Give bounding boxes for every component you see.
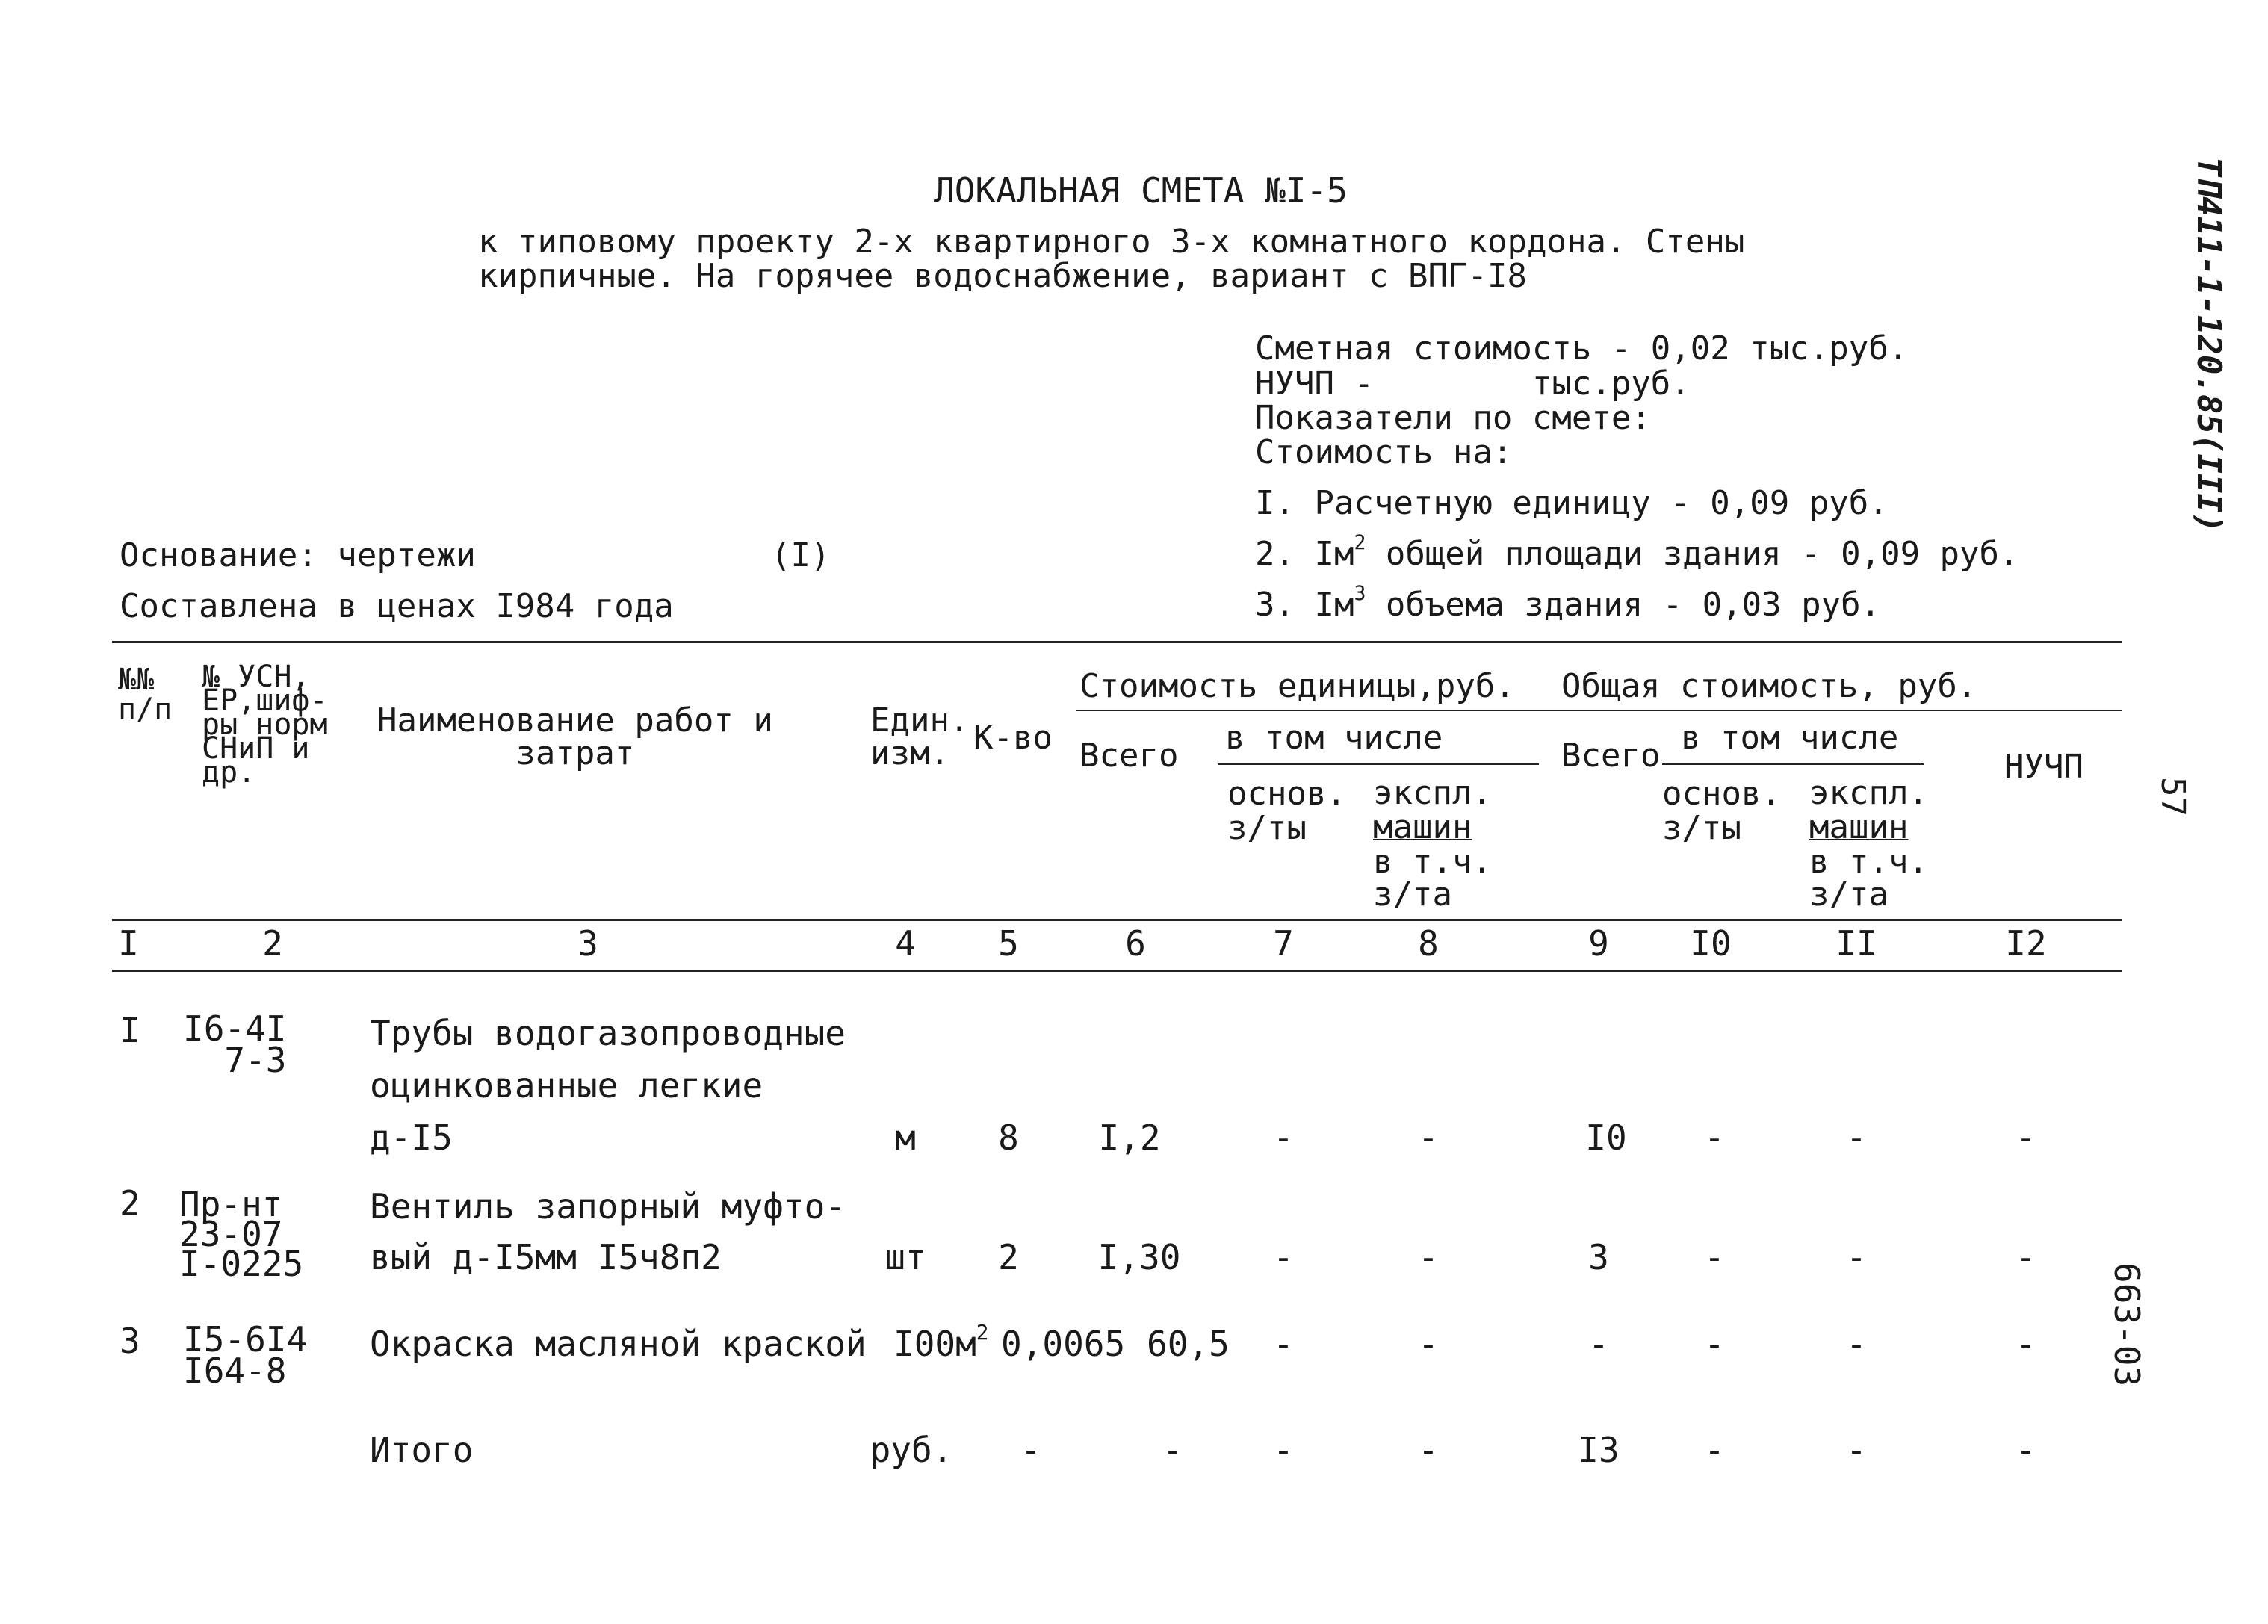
header-total-wages: основ. з/ты [1662, 775, 1781, 847]
row-unit-all: I,2 [1098, 1118, 1161, 1158]
basis-number: (I) [771, 536, 831, 574]
header-unit-all: Всего [1079, 737, 1179, 775]
row-code: I5-6I4 I64-8 [183, 1319, 308, 1391]
col-number: 8 [1418, 923, 1439, 964]
header-code: № УСН, ЕР,шиф- ры норм СНиП и др. [202, 660, 328, 790]
row-total: 3 [1588, 1237, 1609, 1277]
col-number: I [118, 923, 139, 964]
row-total-wages: - [1704, 1324, 1725, 1364]
document-title: ЛОКАЛЬНАЯ СМЕТА №I-5 [934, 170, 1348, 211]
header-unit-mach3: в т.ч. з/та [1373, 843, 1492, 914]
row-total-mach: - [1846, 1118, 1867, 1158]
row-unit-wages: - [1273, 1118, 1294, 1158]
row-qty: - [1020, 1430, 1041, 1470]
indicator-volume-sup: 3 [1354, 581, 1366, 605]
indicator-volume-prefix: 3. Iм [1255, 586, 1354, 624]
header-total-all: Всего [1561, 737, 1661, 775]
page-number: 57 [2154, 777, 2192, 816]
col-number: 7 [1273, 923, 1294, 964]
indicator-volume-suffix: объема здания - 0,03 руб. [1366, 586, 1881, 624]
unit-incl-rule [1218, 763, 1539, 765]
row-total-wages: - [1704, 1430, 1725, 1470]
col-number: I0 [1690, 923, 1732, 964]
header-num: №№ п/п [118, 663, 173, 727]
row-name-line: вый д-I5мм I5ч8п2 [370, 1237, 722, 1277]
row-total-mach: - [1846, 1324, 1867, 1364]
row-name-line: Трубы водогазопроводные [370, 1013, 846, 1053]
col-number: 5 [998, 923, 1019, 964]
cost-group-rule [1076, 710, 2122, 711]
basis-label: Основание: чертежи [120, 536, 476, 574]
indicator-unit-cost: I. Расчетную единицу - 0,09 руб. [1255, 484, 1889, 522]
numbers-bottom-rule [112, 970, 2122, 972]
row-total: I3 [1578, 1430, 1620, 1470]
header-nuchp: НУЧП [2004, 748, 2083, 786]
subtitle-line-1: к типовому проекту 2-х квартирного 3-х комнатного кордона. Стены [478, 223, 1745, 261]
row-total-mach: - [1846, 1430, 1867, 1470]
header-unit-cost: Стоимость единицы,руб. [1079, 667, 1515, 705]
row-unit-text: I00м [893, 1324, 976, 1364]
row-qty: 0,0065 [1001, 1324, 1126, 1364]
row-num: I [120, 1010, 140, 1050]
col-number: 9 [1588, 923, 1609, 964]
row-unit: м [895, 1118, 916, 1158]
cost-on-heading: Стоимость на: [1255, 433, 1513, 471]
col-number: I2 [2005, 923, 2047, 964]
row-unit-all: - [1162, 1430, 1183, 1470]
row-unit-all: I,30 [1097, 1237, 1181, 1277]
row-unit-wages: - [1273, 1324, 1294, 1364]
indicators-heading: Показатели по смете: [1255, 399, 1651, 437]
header-total-cost: Общая стоимость, руб. [1561, 667, 1977, 705]
row-unit-wages: - [1273, 1430, 1294, 1470]
header-name: Наименование работ и затрат [377, 701, 773, 772]
row-qty: 8 [998, 1118, 1019, 1158]
indicator-area-sup: 2 [1354, 530, 1366, 554]
col-number: 3 [577, 923, 598, 964]
row-unit-mach: - [1418, 1430, 1439, 1470]
header-unit-wages: основ. з/ты [1227, 775, 1346, 847]
row-unit-wages: - [1273, 1237, 1294, 1277]
row-total: I0 [1585, 1118, 1627, 1158]
row-name-line: Итого [370, 1430, 474, 1470]
table-top-rule [112, 641, 2122, 643]
header-unit-mach: экспл. [1373, 774, 1492, 812]
prices-year: Составлена в ценах I984 года [120, 587, 674, 625]
row-unit-sup: 2 [976, 1319, 989, 1345]
total-incl-rule [1662, 763, 1924, 765]
col-number: 6 [1125, 923, 1146, 964]
row-num: 3 [120, 1321, 140, 1361]
row-total-mach: - [1846, 1237, 1867, 1277]
header-unit-incl: в том числе [1225, 719, 1443, 757]
header-total-mach2: машин [1809, 808, 1909, 846]
header-total-mach: экспл. [1809, 774, 1928, 812]
row-name-line: Вентиль запорный муфто- [370, 1186, 846, 1227]
indicator-area-prefix: 2. Iм [1255, 535, 1354, 573]
header-qty: К-во [973, 719, 1053, 757]
row-unit: руб. [870, 1430, 953, 1470]
header-bottom-rule [112, 919, 2122, 921]
row-unit-mach: - [1418, 1237, 1439, 1277]
col-number: 4 [895, 923, 916, 964]
row-unit: шт [884, 1237, 926, 1277]
side-project-code: ТП411-1-120.85(III) [2190, 157, 2228, 533]
subtitle-line-2: кирпичные. На горячее водоснабжение, вариант с ВПГ-I8 [478, 257, 1527, 295]
header-unit: Един. изм. [870, 701, 970, 772]
nuchp-summary: НУЧП - тыс.руб. [1255, 365, 1691, 403]
row-name-line: оцинкованные легкие [370, 1065, 763, 1106]
col-number: 2 [262, 923, 283, 964]
row-num: 2 [120, 1183, 140, 1224]
row-total-wages: - [1704, 1237, 1725, 1277]
row-unit-mach: - [1418, 1118, 1439, 1158]
header-unit-mach2: машин [1373, 808, 1472, 846]
row-nuchp: - [2016, 1237, 2036, 1277]
row-total-wages: - [1704, 1118, 1725, 1158]
row-nuchp: - [2016, 1430, 2036, 1470]
header-total-mach3: в т.ч. з/та [1809, 843, 1928, 914]
row-code: I6-4I 7-3 [183, 1008, 287, 1080]
row-total: - [1588, 1324, 1609, 1364]
row-nuchp: - [2016, 1324, 2036, 1364]
row-name-line: д-I5 [370, 1118, 453, 1158]
row-qty: 2 [998, 1237, 1019, 1277]
indicator-area-cost [1255, 530, 2019, 573]
header-total-incl: в том числе [1681, 719, 1899, 757]
indicator-volume-cost [1255, 581, 1881, 624]
row-unit [893, 1319, 989, 1364]
estimated-cost: Сметная стоимость - 0,02 тыс.руб. [1255, 329, 1909, 368]
row-name-line: Окраска масляной краской [370, 1324, 867, 1364]
side-document-number: 663-03 [2107, 1262, 2147, 1387]
col-number: II [1835, 923, 1877, 964]
indicator-area-suffix: общей площади здания - 0,09 руб. [1366, 535, 2019, 573]
row-unit-all: 60,5 [1147, 1324, 1230, 1364]
row-unit-mach: - [1418, 1324, 1439, 1364]
row-nuchp: - [2016, 1118, 2036, 1158]
row-code: Пр-нт 23-07 I-0225 [179, 1184, 304, 1284]
